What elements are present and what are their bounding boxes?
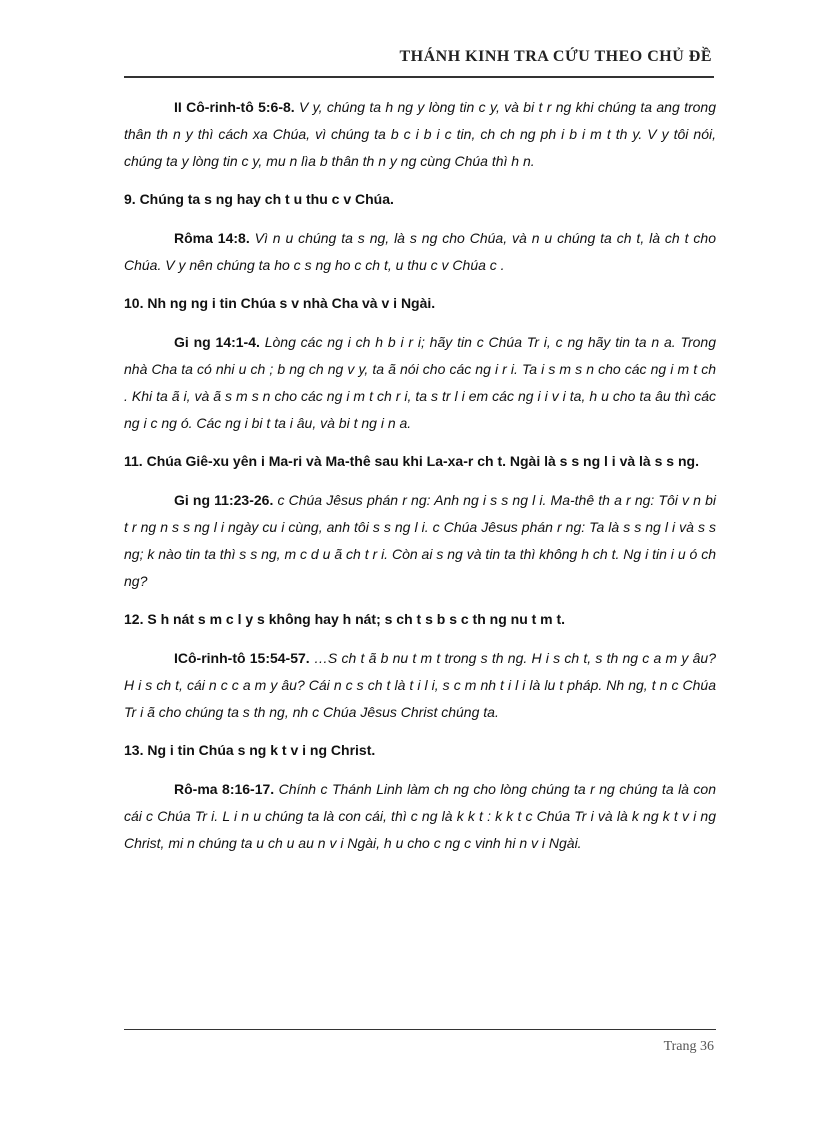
header-title: THÁNH KINH TRA CỨU THEO CHỦ ĐỀ — [399, 48, 712, 65]
verse-block — [124, 329, 716, 437]
verse-text: Lòng các ng i ch h b i r i; hãy tin c Chúa Tr i, c ng hãy tin ta n a. Trong nhà Cha ta có nhi u ch ; b ng ch ng v y, ta ã nói cho các ng i r i. Ta i s m s n cho các ng i m t ch . Khi ta ã i, và ã s m s n cho các ng i m t ch r i, ta s tr l i em các ng i i v i ta, h u cho ta âu thì các ng i c ng ó. Các ng i bi t ta i âu, và bi t ng i n a. — [124, 334, 716, 431]
verse-block — [124, 487, 716, 595]
section-heading: 12. S h nát s m c l y s không hay h nát; s ch t s b s c th ng nu t m t. — [124, 611, 566, 627]
verse-text: Vì n u chúng ta s ng, là s ng cho Chúa, và n u chúng ta ch t, là ch t cho Chúa. V y nên chúng ta ho c s ng ho c ch t, u thu c v Chúa c . — [124, 230, 716, 273]
section-heading: 11. Chúa Giê-xu yên i Ma-ri và Ma-thê sau khi La-xa-r ch t. Ngài là s s ng l i và là s s ng. — [124, 453, 699, 469]
section-heading: 10. Nh ng ng i tin Chúa s v nhà Cha và v i Ngài. — [124, 295, 436, 311]
verse-reference: Gi ng 11:23-26. — [174, 492, 274, 508]
page-content — [124, 94, 716, 868]
verse-reference: Rô-ma 8:16-17. — [174, 781, 275, 797]
header-rule — [124, 76, 714, 78]
page-footer — [124, 1029, 716, 1054]
page-number: Trang 36 — [663, 1039, 714, 1054]
verse-reference: II Cô-rinh-tô 5:6-8. — [174, 99, 295, 115]
verse-reference: Rôma 14:8. — [174, 230, 250, 246]
verse-text: V y, chúng ta h ng y lòng tin c y, và bi t r ng khi chúng ta ang trong thân th n y thì cách xa Chúa, vì chúng ta b c i b i c tin, ch ch ng ph i b i m t th y. V y tôi nói, chúng ta y lòng tin c y, mu n lìa b thân th n y ng cùng Chúa thì h n. — [124, 99, 716, 169]
section-heading: 9. Chúng ta s ng hay ch t u thu c v Chúa. — [124, 191, 394, 207]
verse-block — [124, 225, 716, 279]
page-header — [124, 48, 714, 80]
verse-block — [124, 645, 716, 726]
verse-text: …S ch t ã b nu t m t trong s th ng. H i s ch t, s th ng c a m y âu? H i s ch t, cái n c c a m y âu? Cái n c s ch t là t i l i, s c m nh t i l i là lu t pháp. Nh ng, t n c Chúa Tr i ã cho chúng ta s th ng, nh c Chúa Jêsus Christ chúng ta. — [124, 650, 716, 720]
footer-rule — [124, 1029, 716, 1030]
verse-text: Chính c Thánh Linh làm ch ng cho lòng chúng ta r ng chúng ta là con cái c Chúa Tr i. L i n u chúng ta là con cái, thì c ng là k k t : k k t c Chúa Tr i và là k ng k t v i ng Christ, mi n chúng ta u ch u au n v i Ngài, h u cho c ng c vinh hi n v i Ngài. — [124, 781, 717, 851]
verse-block — [124, 94, 716, 175]
verse-text: c Chúa Jêsus phán r ng: Anh ng i s s ng l i. Ma-thê th a r ng: Tôi v n bi t r ng n s s ng l i ngày cu i cùng, anh tôi s s ng l i. c Chúa Jêsus phán r ng: Ta là s s ng l i và s s ng; k nào tin ta thì s s ng, m c d u ã ch t r i. Còn ai s ng và tin ta thì không h ch t. Ng i tin i u ó ch ng? — [124, 492, 716, 589]
section-heading: 13. Ng i tin Chúa s ng k t v i ng Christ. — [124, 742, 376, 758]
verse-reference: Gi ng 14:1-4. — [174, 334, 260, 350]
verse-block — [124, 776, 716, 857]
verse-reference: ICô-rinh-tô 15:54-57. — [174, 650, 310, 666]
